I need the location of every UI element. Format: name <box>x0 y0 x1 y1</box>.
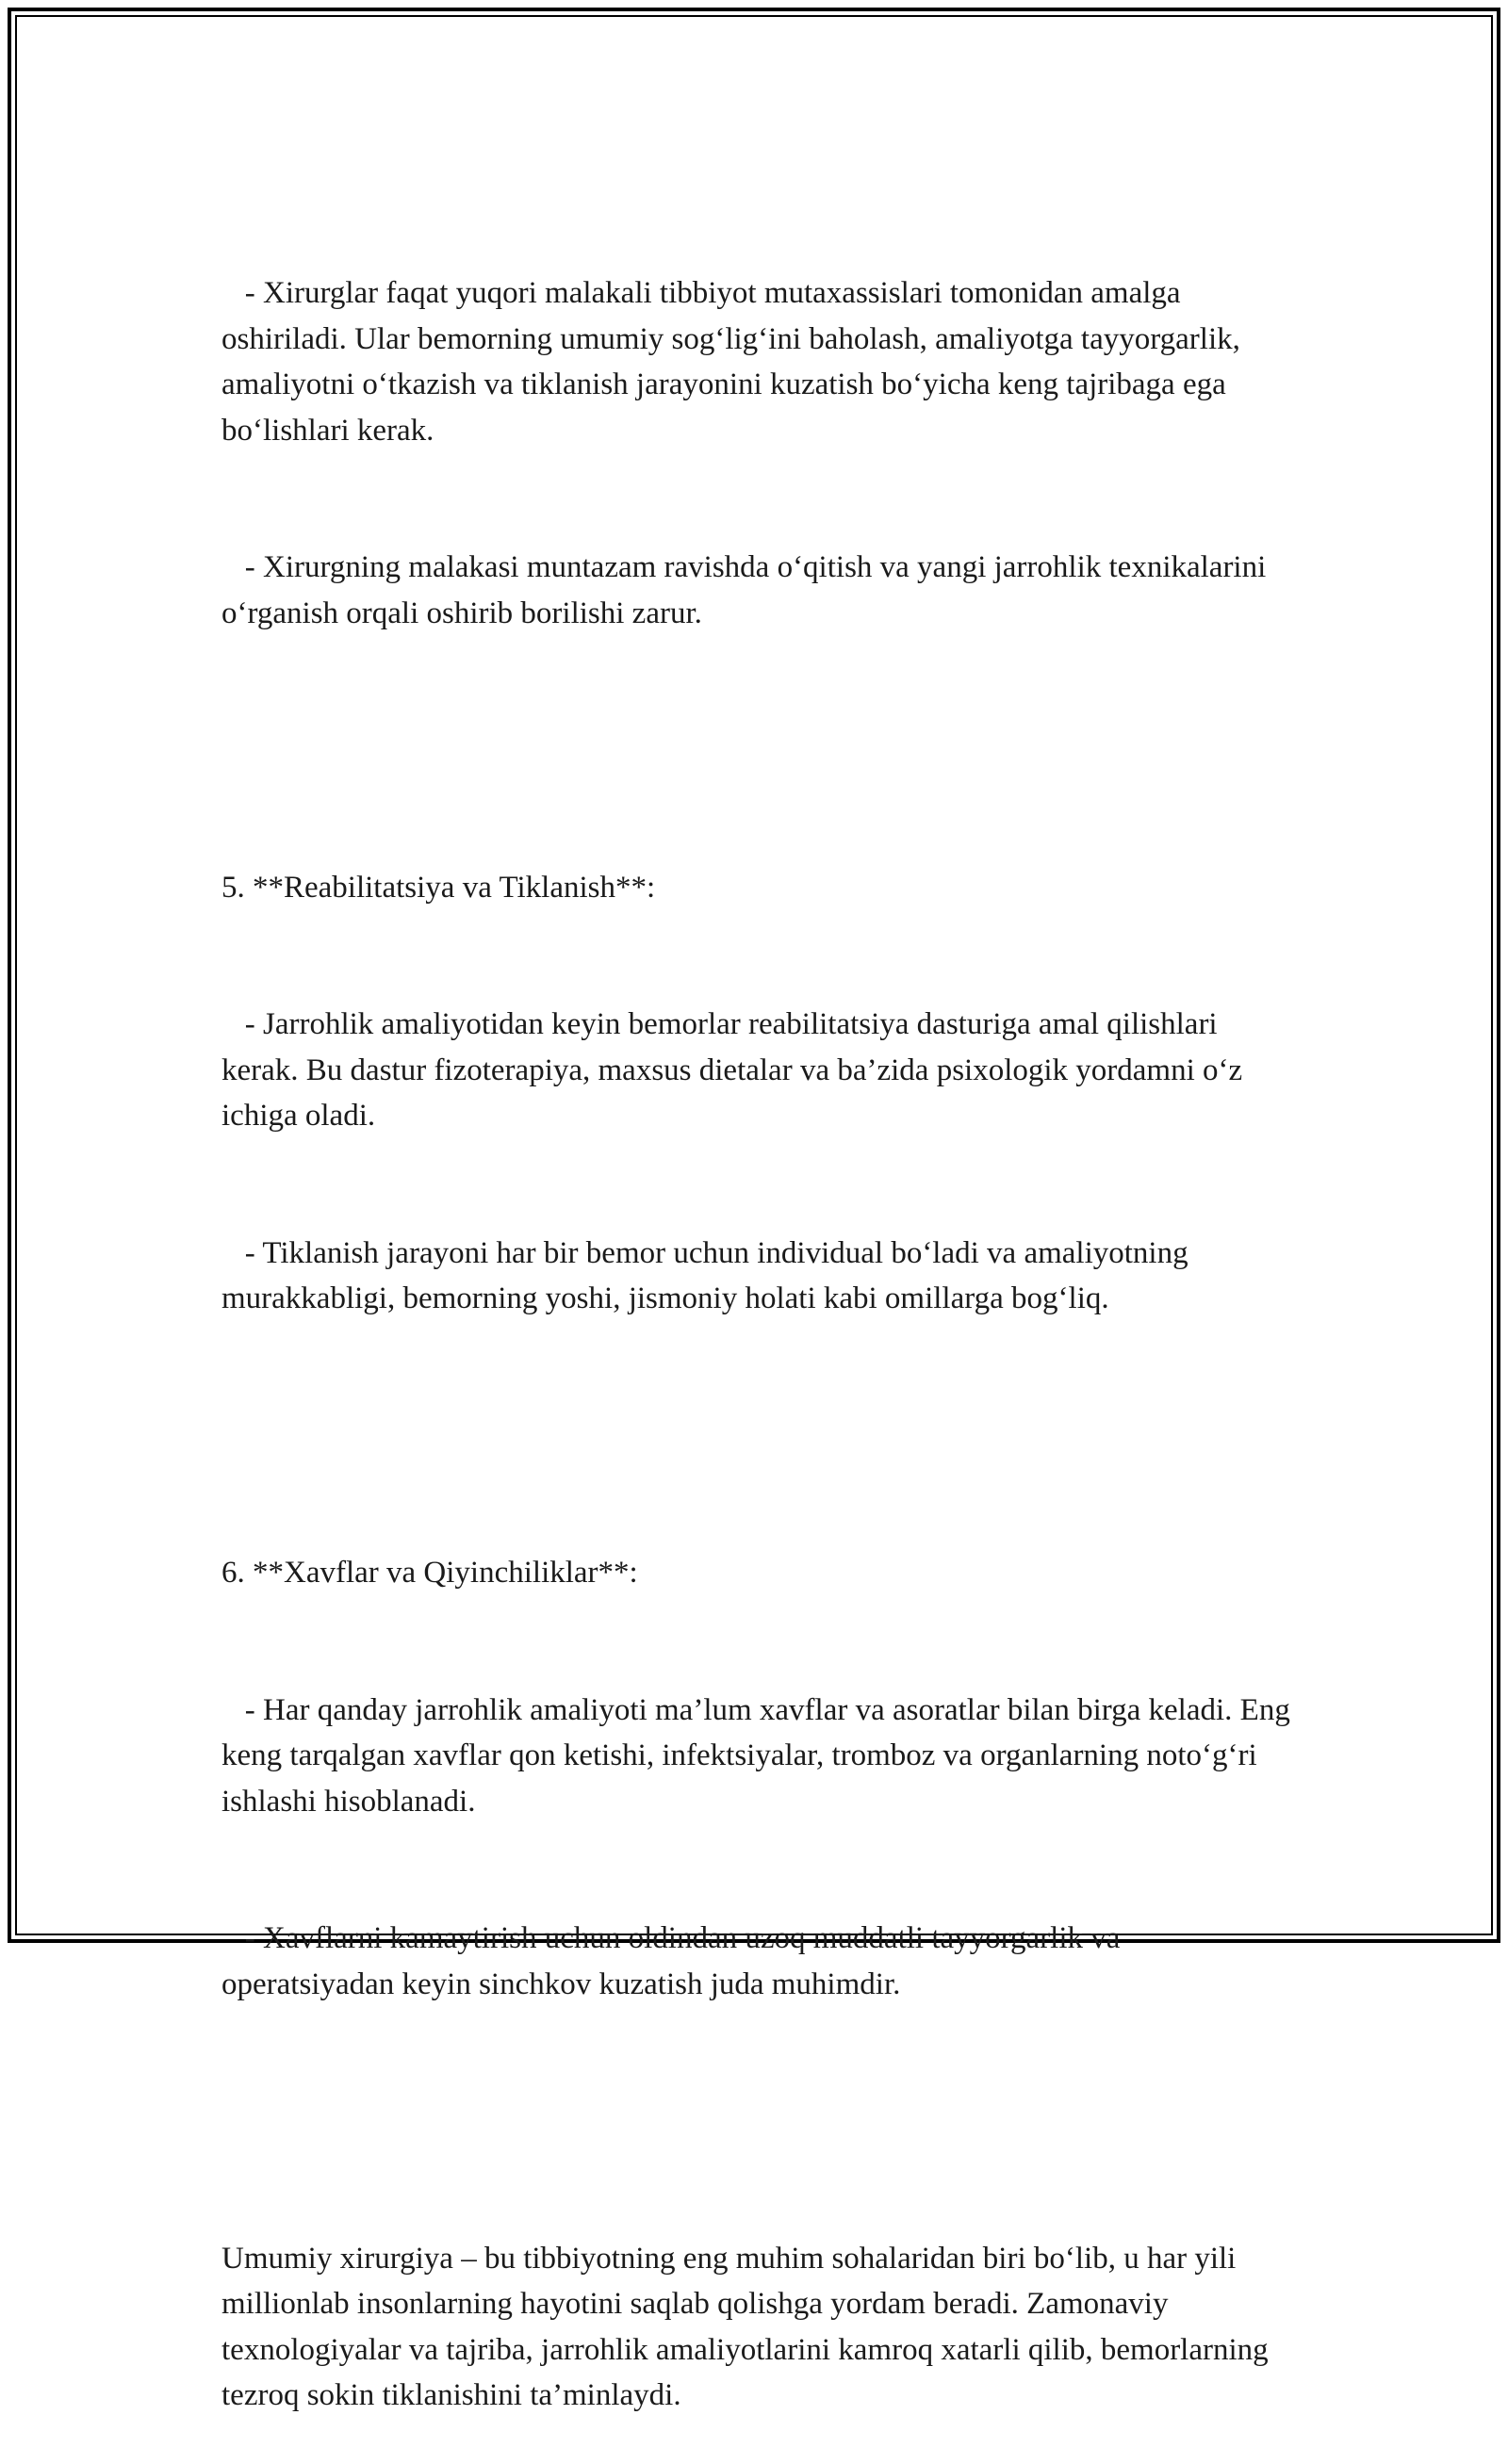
paragraph-rehabilitation-program: - Jarrohlik amaliyotidan keyin bemorlar reabilitatsiya dasturiga amal qilishlari kerak. Bu dastur fizoterapiya, maxsus dietalar va ba’zida psixologik yordamni o‘z ichiga oladi. <box>221 1007 1251 1133</box>
paragraph-conclusion: Umumiy xirurgiya – bu tibbiyotning eng muhim sohalaridan biri bo‘lib, u har yili millionlab insonlarning hayotini saqlab qolishga yordam beradi. Zamonaviy texnologiyalar va tajriba, jarrohlik amaliyotlarini kamroq xatarli qilib, bemorlarning tezroq sokin tiklanishini ta’minlaydi. <box>221 2241 1276 2412</box>
paragraph-risk-reduction: - Xavflarni kamaytirish uchun oldindan uzoq muddatli tayyorgarlik va operatsiyadan keyin sinchkov kuzatish juda muhimdir. <box>221 1921 1128 2001</box>
paragraph-spacer <box>221 2098 1296 2145</box>
document-body <box>221 179 1299 2464</box>
paragraph-surgeon-qualification: - Xirurglar faqat yuqori malakali tibbiyot mutaxassislari tomonidan amalga oshiriladi. Ular bemorning umumiy sog‘lig‘ini baholash, amaliyotga tayyorgarlik, amaliyotni o‘tkazish va tiklanish jarayonini kuzatish bo‘yicha keng tajribaga ega bo‘lishlari kerak. <box>221 276 1249 448</box>
section-heading-rehabilitation: 5. **Reabilitatsiya va Tiklanish**: <box>221 870 656 905</box>
paragraph-surgical-risks: - Har qanday jarrohlik amaliyoti ma’lum xavflar va asoratlar bilan birga keladi. Eng keng tarqalgan xavflar qon ketishi, infektsiyalar, tromboz va organlarning noto‘g‘ri ishlashi hisoblanadi. <box>221 1692 1299 1819</box>
paragraph-spacer <box>221 727 1296 774</box>
paragraph-recovery-process: - Tiklanish jarayoni har bir bemor uchun individual bo‘ladi va amaliyotning murakkabligi, bemorning yoshi, jismoniy holati kabi omillarga bog‘liq. <box>221 1235 1196 1315</box>
paragraph-spacer <box>221 1413 1296 1460</box>
paragraph-surgeon-training: - Xirurgning malakasi muntazam ravishda o‘qitish va yangi jarrohlik texnikalarini o‘rganish orqali oshirib borilishi zarur. <box>221 550 1274 630</box>
section-heading-risks: 6. **Xavflar va Qiyinchiliklar**: <box>221 1556 638 1590</box>
